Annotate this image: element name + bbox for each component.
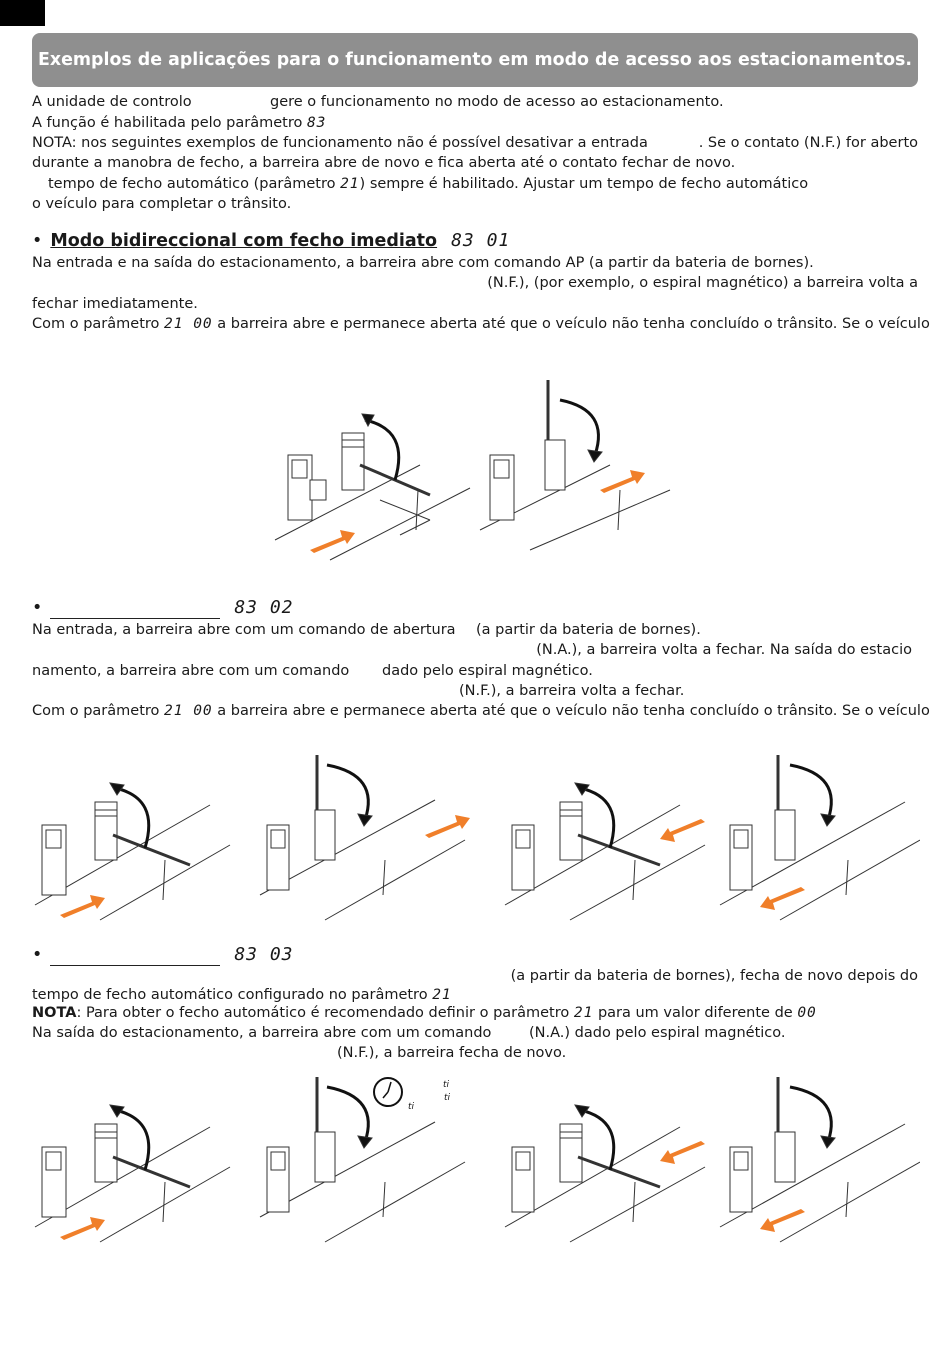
s1-line-4: Com o parâmetro 21 00 a barreira abre e permanece aberta até que o veículo não tenha concluído o trânsito. Se o veículo	[32, 316, 930, 332]
intro-line-3b: . Se o contato (N.F.) for aberto	[698, 135, 918, 151]
corner-tab	[0, 0, 45, 26]
intro-line-4: durante a manobra de fecho, a barreira abre de novo e fica aberta até o contato fechar de novo.	[32, 155, 736, 171]
timer-label-3: ti	[444, 1093, 451, 1103]
figure-mode-03	[30, 1072, 920, 1247]
intro-line-1b: gere o funcionamento no modo de acesso ao estacionamento.	[270, 94, 724, 110]
intro-line-1: A unidade de controlo	[32, 94, 192, 110]
intro-line-6: o veículo para completar o trânsito.	[32, 196, 292, 212]
blank-title-3	[50, 947, 220, 966]
s3-line-3: NOTA: Para obter o fecho automático é recomendado definir o parâmetro 21 para um valor diferente de 00	[32, 1005, 817, 1021]
s1-line-3: fechar imediatamente.	[32, 296, 198, 312]
s1-line-2: (N.F.), (por exemplo, o espiral magnético) a barreira volta a	[487, 275, 918, 291]
s3-line-4: Na saída do estacionamento, a barreira abre com um comando	[32, 1025, 492, 1041]
section-banner	[32, 33, 918, 87]
figure-mode-02	[30, 750, 920, 925]
s2-line-3b: dado pelo espiral magnético.	[382, 663, 593, 679]
s2-line-1b: (a partir da bateria de bornes).	[476, 622, 701, 638]
intro-line-2: A função é habilitada pelo parâmetro 83	[32, 115, 327, 131]
s2-line-3: namento, a barreira abre com um comando	[32, 663, 350, 679]
s3-line-2: tempo de fecho automático configurado no parâmetro 21	[32, 987, 452, 1003]
intro-line-5: tempo de fecho automático (parâmetro 21) sempre é habilitado. Ajustar um tempo de fecho automático	[48, 176, 809, 192]
s2-line-4: (N.F.), a barreira volta a fechar.	[459, 683, 685, 699]
timer-label-2: ti	[443, 1080, 450, 1090]
s3-line-5: (N.F.), a barreira fecha de novo.	[337, 1045, 567, 1061]
s2-line-2: (N.A.), a barreira volta a fechar. Na saída do estacio	[536, 642, 912, 658]
s3-line-4b: (N.A.) dado pelo espiral magnético.	[529, 1025, 786, 1041]
blank-title	[50, 600, 220, 619]
s1-line-1: Na entrada e na saída do estacionamento, a barreira abre com comando AP (a partir da bateria de bornes).	[32, 255, 814, 271]
timer-label-1: ti	[408, 1102, 415, 1112]
s2-line-5: Com o parâmetro 21 00 a barreira abre e permanece aberta até que o veículo não tenha concluído o trânsito. Se o veículo	[32, 703, 930, 719]
intro-line-3: NOTA: nos seguintes exemplos de funcionamento não é possível desativar a entrada	[32, 135, 648, 151]
s2-line-1: Na entrada, a barreira abre com um comando de abertura	[32, 622, 456, 638]
s3-line-1: (a partir da bateria de bornes), fecha de novo depois do	[510, 968, 918, 984]
figure-mode-01	[270, 370, 690, 570]
section-1-heading: • Modo bidireccional com fecho imediato 83 01	[32, 230, 511, 251]
section-3-heading: • 83 03	[32, 944, 294, 965]
section-2-heading: • 83 02	[32, 597, 294, 618]
banner-title: Exemplos de aplicações para o funcionamento em modo de acesso aos estacionamentos.	[38, 50, 912, 70]
